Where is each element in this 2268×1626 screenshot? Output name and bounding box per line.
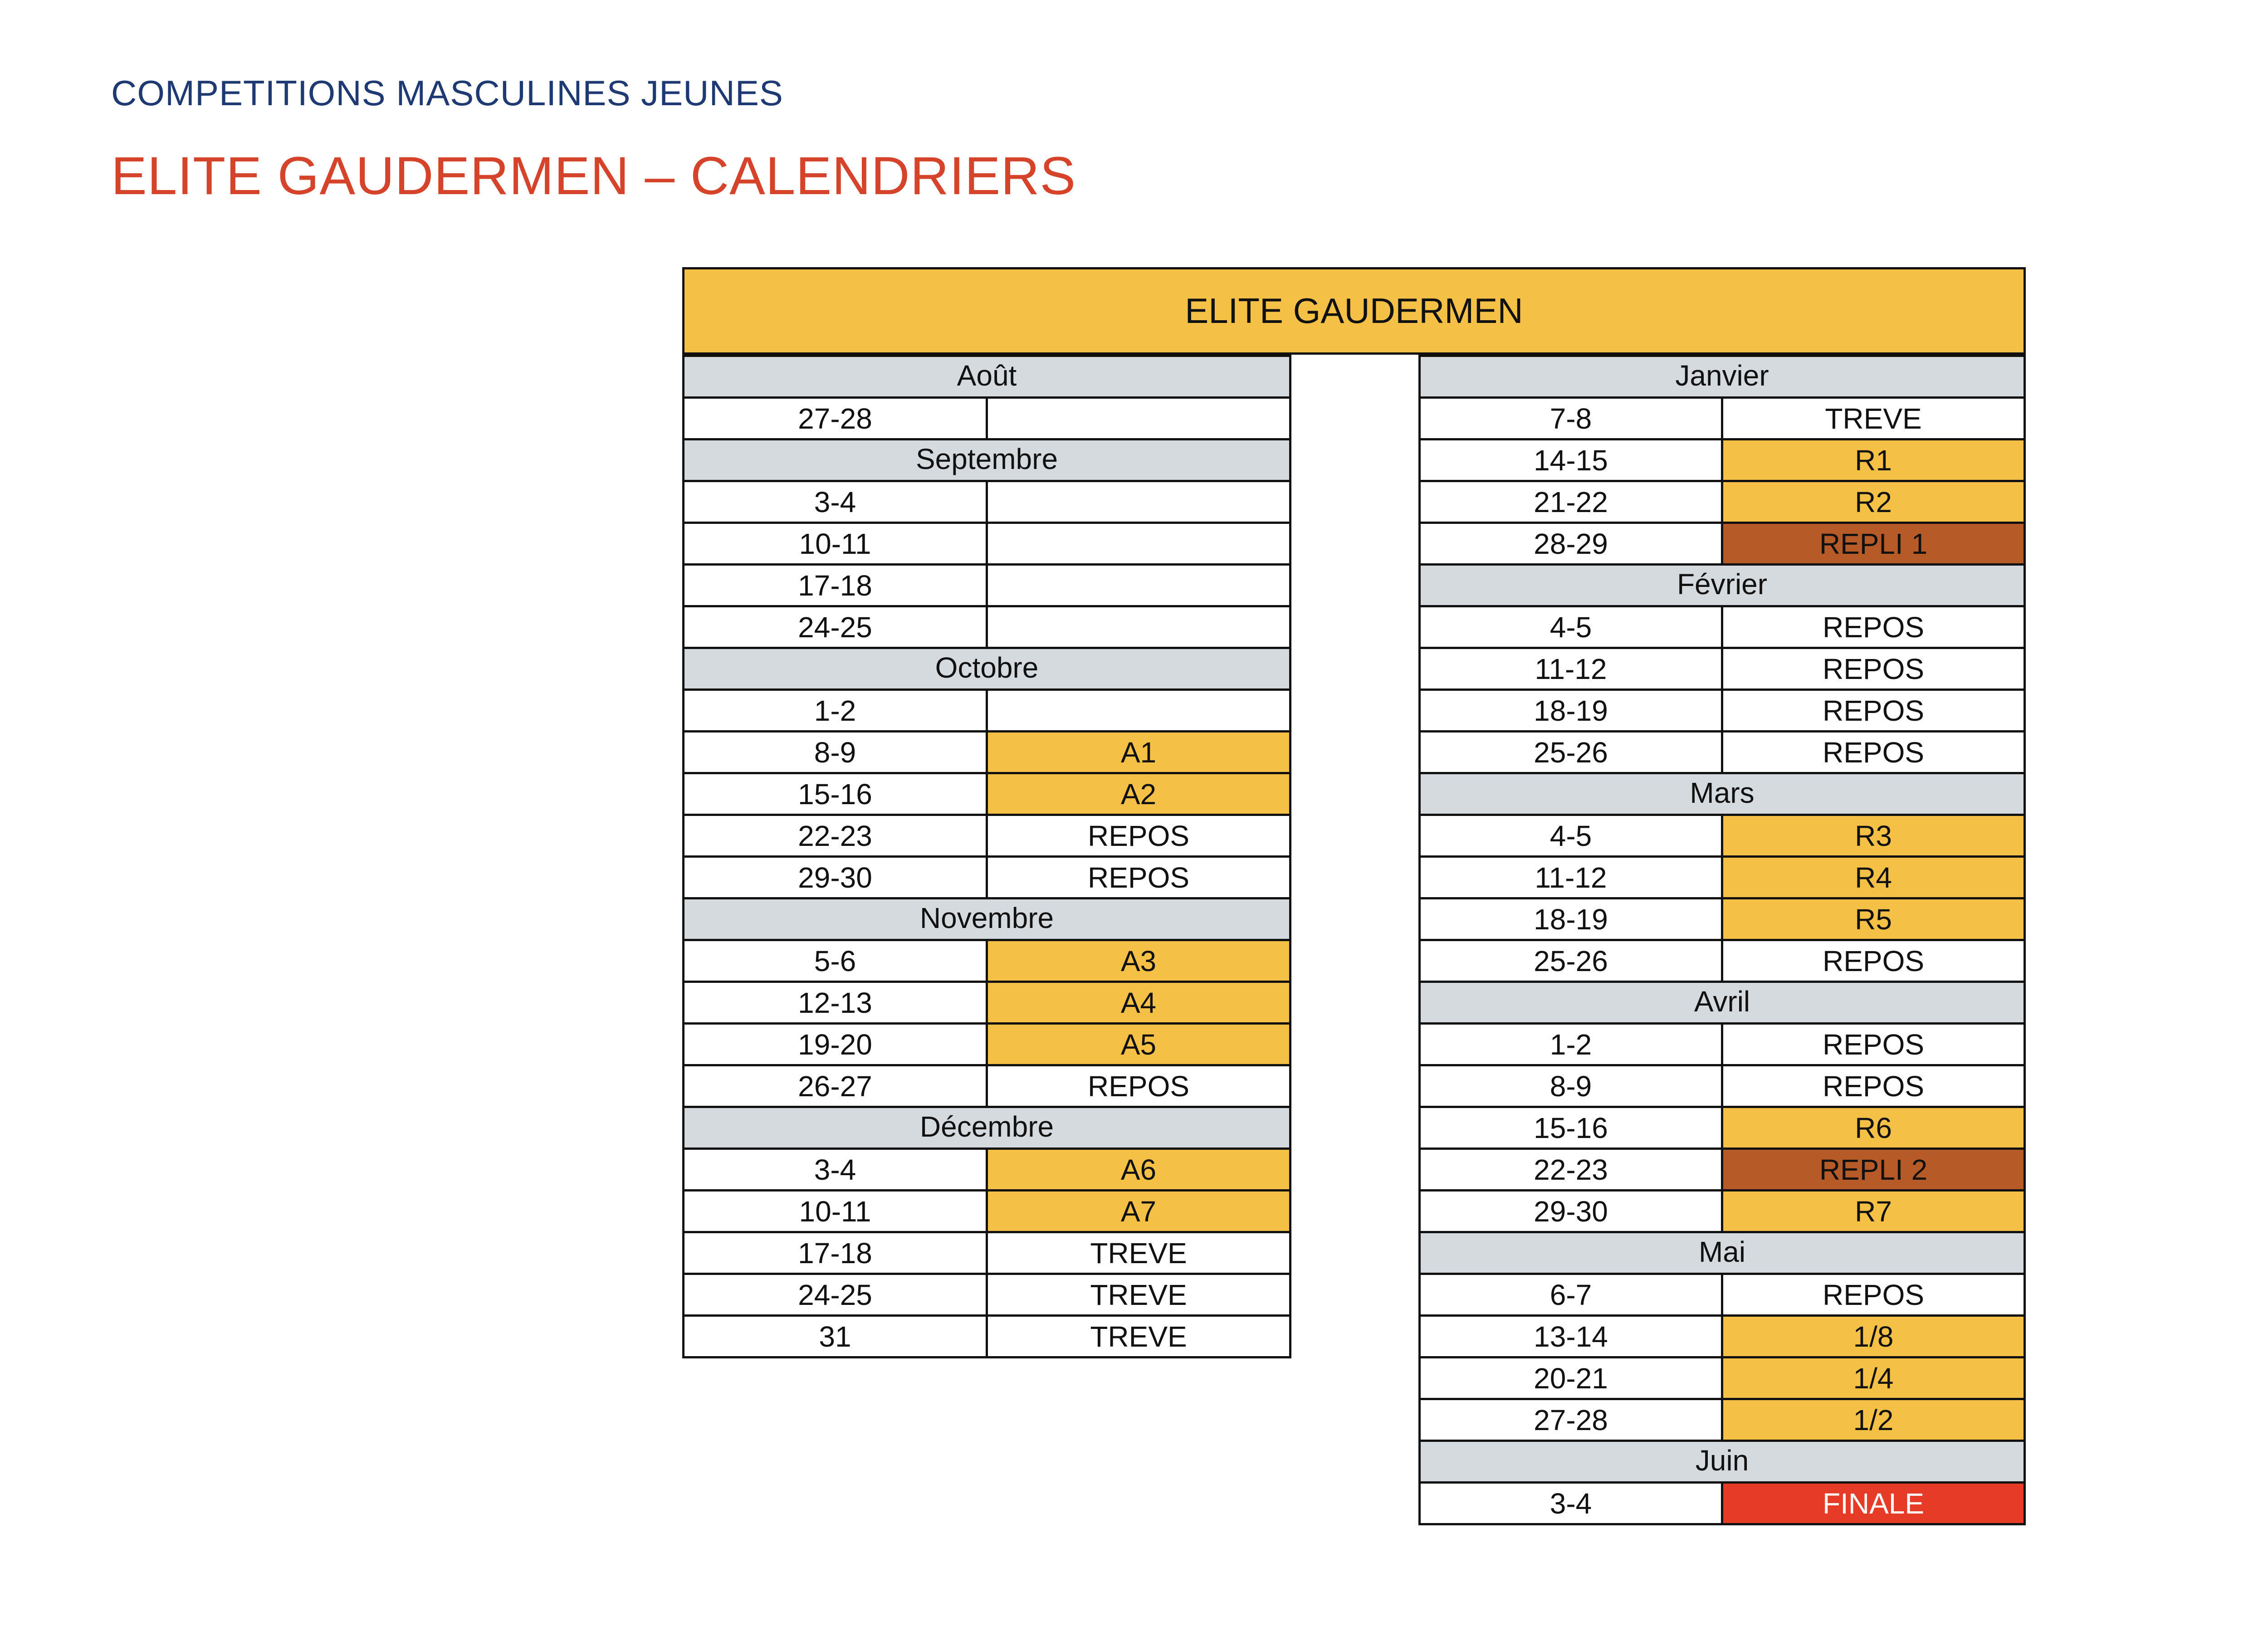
month-label: Août — [684, 356, 1290, 398]
event-cell — [987, 398, 1290, 439]
calendar-row — [684, 815, 1290, 857]
calendar-banner: ELITE GAUDERMEN — [682, 267, 2026, 355]
month-label: Septembre — [684, 439, 1290, 481]
date-cell: 3-4 — [684, 1149, 987, 1191]
event-cell: TREVE — [987, 1232, 1290, 1274]
date-cell: 19-20 — [684, 1024, 987, 1065]
calendar-row — [1420, 439, 2025, 481]
date-cell: 22-23 — [1420, 1149, 1722, 1191]
date-cell: 18-19 — [1420, 898, 1722, 940]
month-header-row — [1420, 1441, 2025, 1483]
month-header-row — [1420, 773, 2025, 815]
calendar-left-table — [682, 355, 1291, 1358]
date-cell: 11-12 — [1420, 648, 1722, 690]
month-header-row — [684, 898, 1290, 940]
page-title: ELITE GAUDERMEN – CALENDRIERS — [111, 146, 1076, 206]
month-label: Février — [1420, 565, 2025, 606]
event-cell: REPOS — [1722, 690, 2025, 732]
event-cell: R3 — [1722, 815, 2025, 857]
date-cell: 14-15 — [1420, 439, 1722, 481]
month-label: Avril — [1420, 982, 2025, 1024]
event-cell: A2 — [987, 773, 1290, 815]
calendar-row — [1420, 398, 2025, 439]
month-header-row — [684, 356, 1290, 398]
event-cell: REPOS — [987, 1065, 1290, 1107]
calendar-row — [684, 982, 1290, 1024]
month-label: Mars — [1420, 773, 2025, 815]
calendar-row — [1420, 690, 2025, 732]
event-cell — [987, 565, 1290, 606]
month-header-row — [1420, 565, 2025, 606]
month-header-row — [1420, 356, 2025, 398]
calendar-row — [1420, 648, 2025, 690]
date-cell: 15-16 — [684, 773, 987, 815]
date-cell: 1-2 — [1420, 1024, 1722, 1065]
section-kicker: COMPETITIONS MASCULINES JEUNES — [111, 73, 783, 113]
date-cell: 7-8 — [1420, 398, 1722, 439]
event-cell — [987, 523, 1290, 565]
event-cell: REPOS — [1722, 940, 2025, 982]
event-cell: A7 — [987, 1191, 1290, 1232]
calendar-row — [684, 523, 1290, 565]
calendar-row — [684, 1065, 1290, 1107]
calendar-row — [1420, 857, 2025, 898]
month-header-row — [684, 648, 1290, 690]
event-cell: REPLI 1 — [1722, 523, 2025, 565]
event-cell: R4 — [1722, 857, 2025, 898]
date-cell: 12-13 — [684, 982, 987, 1024]
event-cell: A5 — [987, 1024, 1290, 1065]
calendar-row — [1420, 815, 2025, 857]
date-cell: 29-30 — [684, 857, 987, 898]
calendar-row — [1420, 898, 2025, 940]
date-cell: 17-18 — [684, 1232, 987, 1274]
date-cell: 25-26 — [1420, 940, 1722, 982]
month-label: Novembre — [684, 898, 1290, 940]
date-cell: 24-25 — [684, 606, 987, 648]
month-header-row — [1420, 1232, 2025, 1274]
event-cell: R7 — [1722, 1191, 2025, 1232]
date-cell: 11-12 — [1420, 857, 1722, 898]
event-cell — [987, 606, 1290, 648]
event-cell: R6 — [1722, 1107, 2025, 1149]
event-cell: A6 — [987, 1149, 1290, 1191]
date-cell: 24-25 — [684, 1274, 987, 1316]
event-cell: REPOS — [1722, 1065, 2025, 1107]
month-header-row — [684, 439, 1290, 481]
calendar-row — [1420, 523, 2025, 565]
date-cell: 8-9 — [1420, 1065, 1722, 1107]
calendar-row — [684, 481, 1290, 523]
event-cell: TREVE — [987, 1316, 1290, 1357]
calendar-row — [684, 940, 1290, 982]
date-cell: 10-11 — [684, 1191, 987, 1232]
calendar-row — [1420, 732, 2025, 773]
date-cell: 15-16 — [1420, 1107, 1722, 1149]
calendar-row — [1420, 1149, 2025, 1191]
date-cell: 6-7 — [1420, 1274, 1722, 1316]
calendar-row — [684, 398, 1290, 439]
calendar-row — [1420, 1274, 2025, 1316]
date-cell: 5-6 — [684, 940, 987, 982]
calendar-row — [684, 606, 1290, 648]
event-cell: R5 — [1722, 898, 2025, 940]
date-cell: 10-11 — [684, 523, 987, 565]
date-cell: 8-9 — [684, 732, 987, 773]
event-cell: A1 — [987, 732, 1290, 773]
event-cell: 1/8 — [1722, 1316, 2025, 1357]
date-cell: 1-2 — [684, 690, 987, 732]
date-cell: 27-28 — [1420, 1399, 1722, 1441]
date-cell: 21-22 — [1420, 481, 1722, 523]
calendar-row — [684, 1232, 1290, 1274]
event-cell: REPOS — [1722, 648, 2025, 690]
calendar-row — [1420, 1191, 2025, 1232]
date-cell: 26-27 — [684, 1065, 987, 1107]
month-header-row — [1420, 982, 2025, 1024]
event-cell: REPLI 2 — [1722, 1149, 2025, 1191]
calendar-row — [1420, 1483, 2025, 1524]
date-cell: 25-26 — [1420, 732, 1722, 773]
date-cell: 31 — [684, 1316, 987, 1357]
month-label: Octobre — [684, 648, 1290, 690]
event-cell: 1/2 — [1722, 1399, 2025, 1441]
date-cell: 3-4 — [684, 481, 987, 523]
date-cell: 27-28 — [684, 398, 987, 439]
event-cell: A3 — [987, 940, 1290, 982]
date-cell: 22-23 — [684, 815, 987, 857]
event-cell: R1 — [1722, 439, 2025, 481]
calendar-right-table — [1418, 355, 2026, 1525]
date-cell: 20-21 — [1420, 1357, 1722, 1399]
month-label: Juin — [1420, 1441, 2025, 1483]
calendar-row — [684, 1316, 1290, 1357]
event-cell: 1/4 — [1722, 1357, 2025, 1399]
event-cell — [987, 690, 1290, 732]
calendar-row — [684, 565, 1290, 606]
event-cell: REPOS — [1722, 1274, 2025, 1316]
calendar-row — [1420, 1316, 2025, 1357]
month-header-row — [684, 1107, 1290, 1149]
date-cell: 28-29 — [1420, 523, 1722, 565]
calendar-row — [684, 857, 1290, 898]
event-cell: REPOS — [1722, 732, 2025, 773]
calendar-row — [684, 732, 1290, 773]
date-cell: 4-5 — [1420, 606, 1722, 648]
calendar-row — [1420, 481, 2025, 523]
event-cell: FINALE — [1722, 1483, 2025, 1524]
calendar-row — [1420, 1357, 2025, 1399]
calendar-row — [684, 773, 1290, 815]
event-cell: REPOS — [1722, 1024, 2025, 1065]
calendar-row — [684, 1274, 1290, 1316]
calendar-row — [1420, 1065, 2025, 1107]
event-cell: REPOS — [1722, 606, 2025, 648]
calendar-row — [1420, 1107, 2025, 1149]
event-cell: A4 — [987, 982, 1290, 1024]
month-label: Décembre — [684, 1107, 1290, 1149]
calendar-row — [1420, 606, 2025, 648]
event-cell — [987, 481, 1290, 523]
date-cell: 13-14 — [1420, 1316, 1722, 1357]
calendar-row — [1420, 1399, 2025, 1441]
event-cell: R2 — [1722, 481, 2025, 523]
calendar-row — [684, 1191, 1290, 1232]
event-cell: TREVE — [1722, 398, 2025, 439]
calendar-row — [684, 690, 1290, 732]
month-label: Mai — [1420, 1232, 2025, 1274]
calendar-row — [1420, 940, 2025, 982]
event-cell: REPOS — [987, 815, 1290, 857]
calendar-row — [684, 1024, 1290, 1065]
calendar-row — [1420, 1024, 2025, 1065]
date-cell: 4-5 — [1420, 815, 1722, 857]
event-cell: REPOS — [987, 857, 1290, 898]
calendar-row — [684, 1149, 1290, 1191]
month-label: Janvier — [1420, 356, 2025, 398]
date-cell: 29-30 — [1420, 1191, 1722, 1232]
date-cell: 18-19 — [1420, 690, 1722, 732]
date-cell: 17-18 — [684, 565, 987, 606]
date-cell: 3-4 — [1420, 1483, 1722, 1524]
event-cell: TREVE — [987, 1274, 1290, 1316]
